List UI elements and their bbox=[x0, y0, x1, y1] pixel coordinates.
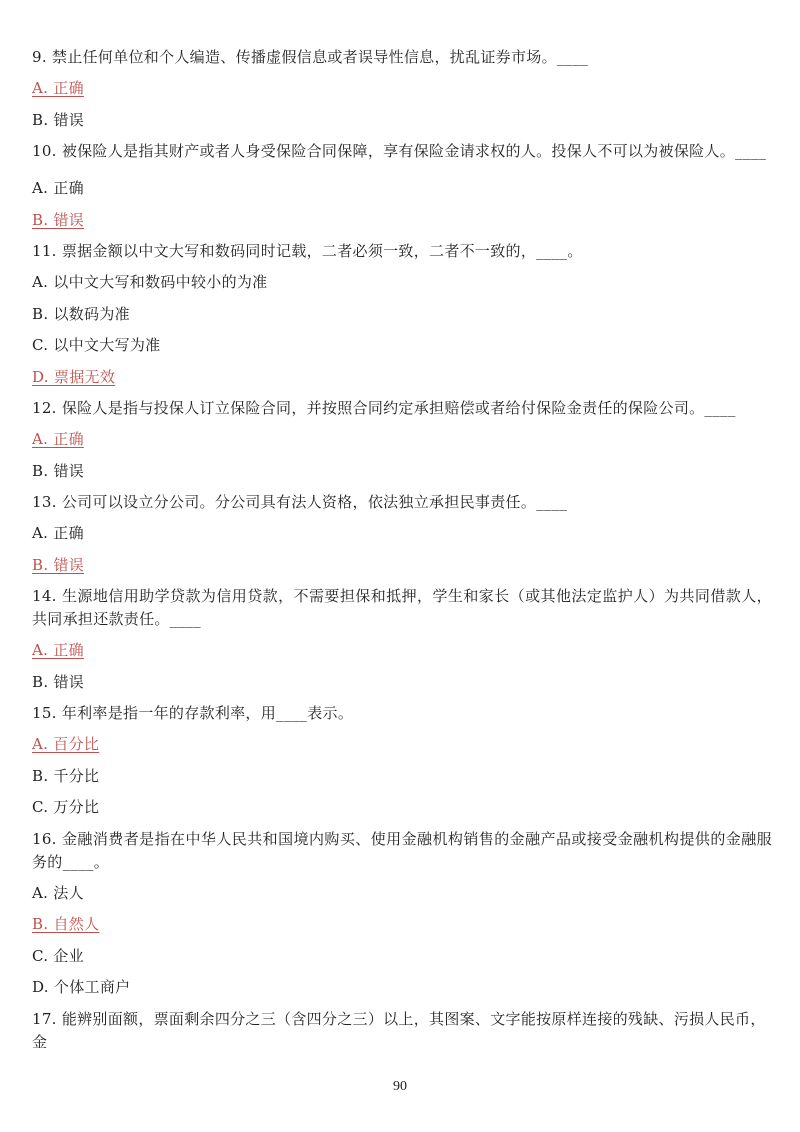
option-correct: A. 百分比 bbox=[32, 735, 100, 753]
question-block bbox=[32, 585, 772, 694]
question-block bbox=[32, 1008, 772, 1054]
option: A. 以中文大写和数码中较小的为准 bbox=[32, 273, 268, 291]
question-block bbox=[32, 46, 772, 132]
question-text: 15. 年利率是指一年的存款利率，用____表示。 bbox=[32, 704, 354, 722]
option: C. 企业 bbox=[32, 946, 84, 965]
option-correct: A. 正确 bbox=[32, 430, 84, 448]
option: A. 正确 bbox=[32, 524, 84, 542]
question-block bbox=[32, 491, 772, 577]
option: C. 万分比 bbox=[32, 798, 100, 816]
option: A. 正确 bbox=[32, 179, 84, 197]
option: B. 错误 bbox=[32, 110, 85, 129]
question-text: 17. 能辨别面额，票面剩余四分之三（含四分之三）以上，其图案、文字能按原样连接的残缺、污损人民币，金 bbox=[32, 1009, 766, 1051]
question-text: 13. 公司可以设立分公司。分公司具有法人资格，依法独立承担民事责任。____ bbox=[32, 493, 568, 511]
question-text: 14. 生源地信用助学贷款为信用贷款，不需要担保和抵押，学生和家长（或其他法定监护人）为共同借款人，共同承担还款责任。____ bbox=[32, 587, 772, 628]
option: B. 以数码为准 bbox=[32, 304, 130, 323]
option-correct: B. 错误 bbox=[32, 555, 85, 574]
question-block bbox=[32, 828, 772, 1000]
question-block bbox=[32, 397, 772, 483]
question-block bbox=[32, 240, 772, 389]
option: B. 千分比 bbox=[32, 766, 100, 785]
option: A. 法人 bbox=[32, 883, 84, 902]
option: D. 个体工商户 bbox=[32, 978, 131, 996]
option: B. 错误 bbox=[32, 672, 85, 691]
option-correct: B. 错误 bbox=[32, 210, 85, 229]
question-text: 12. 保险人是指与投保人订立保险合同，并按照合同约定承担赔偿或者给付保险金责任的保险公司。____ bbox=[32, 399, 736, 417]
question-text: 10. 被保险人是指其财产或者人身受保险合同保障，享有保险金请求权的人。投保人不可以为被保险人。____ bbox=[32, 142, 767, 160]
question-text: 9. 禁止任何单位和个人编造、传播虚假信息或者误导性信息，扰乱证券市场。____ bbox=[32, 48, 589, 66]
page-number: 90 bbox=[393, 1079, 407, 1094]
option-correct: B. 自然人 bbox=[32, 915, 100, 933]
question-block bbox=[32, 140, 772, 232]
option-correct: A. 正确 bbox=[32, 641, 84, 659]
question-text: 11. 票据金额以中文大写和数码同时记载，二者必须一致，二者不一致的，____。 bbox=[32, 242, 583, 260]
document-page bbox=[32, 46, 772, 1062]
question-text: 16. 金融消费者是指在中华人民共和国境内购买、使用金融机构销售的金融产品或接受金融机构提供的金融服务的____。 bbox=[32, 829, 772, 871]
option-correct: D. 票据无效 bbox=[32, 367, 116, 386]
option: B. 错误 bbox=[32, 461, 85, 480]
option: C. 以中文大写为准 bbox=[32, 336, 161, 354]
option-correct: A. 正确 bbox=[32, 79, 84, 97]
question-block bbox=[32, 702, 772, 819]
